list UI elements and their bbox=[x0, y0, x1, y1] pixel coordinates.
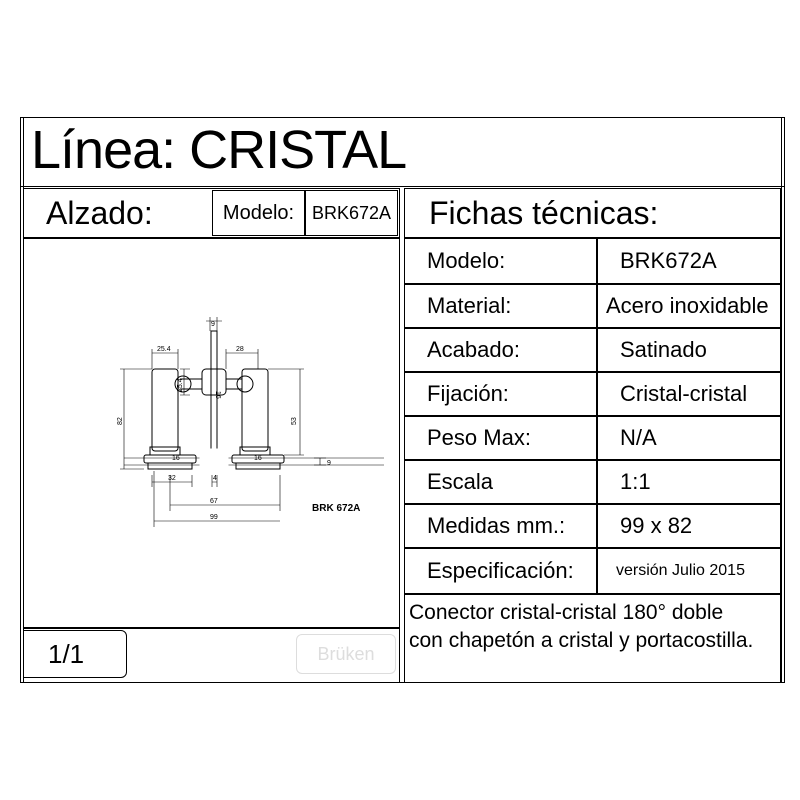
specs-title: Fichas técnicas: bbox=[429, 195, 659, 231]
technical-drawing bbox=[24, 239, 401, 629]
drawing-label: BRK 672A bbox=[312, 503, 361, 514]
dim-16-center: 16 bbox=[214, 391, 221, 399]
model-label-box bbox=[212, 190, 305, 236]
description-line-1: Conector cristal-cristal 180° doble bbox=[409, 601, 724, 624]
spec-value-max-weight bbox=[597, 416, 781, 460]
spec-value-text: versión Julio 2015 bbox=[616, 562, 745, 579]
spec-label-text: Material: bbox=[427, 293, 512, 318]
spec-label-scale bbox=[404, 460, 597, 504]
spec-value-material bbox=[597, 284, 781, 328]
dim-67: 67 bbox=[210, 498, 218, 505]
model-label: Modelo: bbox=[222, 201, 295, 224]
spec-value-text: Acero inoxidable bbox=[606, 293, 769, 318]
brand-logo bbox=[296, 634, 396, 674]
model-value: BRK672A bbox=[311, 202, 392, 223]
dim-16-left: 16 bbox=[172, 455, 180, 462]
dim-25-4-top: 25.4 bbox=[157, 346, 171, 353]
glass-gap bbox=[200, 449, 228, 471]
page-number: 1/1 bbox=[48, 638, 85, 669]
central-hub bbox=[202, 369, 226, 395]
spec-value-text: N/A bbox=[620, 425, 657, 450]
page-title: Línea: CRISTAL bbox=[31, 120, 407, 180]
spec-value-model bbox=[597, 238, 781, 284]
spec-label-fixing bbox=[404, 372, 597, 416]
elevation-drawing bbox=[23, 238, 400, 628]
dim-line-53 bbox=[268, 369, 304, 455]
dim-9: 9 bbox=[211, 321, 215, 328]
spec-value-scale bbox=[597, 460, 781, 504]
spec-label-finish bbox=[404, 328, 597, 372]
dim-line-67 bbox=[170, 475, 280, 511]
sheet-inner-right-border bbox=[781, 117, 782, 683]
dim-28: 28 bbox=[236, 346, 244, 353]
spec-label-text: Especificación: bbox=[427, 558, 574, 583]
spec-label-text: Medidas mm.: bbox=[427, 513, 566, 538]
dim-53: 53 bbox=[291, 417, 298, 425]
dim-82: 82 bbox=[117, 417, 124, 425]
dim-25-4-side: 25.4 bbox=[177, 378, 184, 392]
model-value-box bbox=[305, 190, 398, 236]
dim-line-82 bbox=[120, 369, 152, 469]
left-bracket-body bbox=[152, 369, 178, 451]
spec-label-dimensions bbox=[404, 504, 597, 548]
spec-label-text: Modelo: bbox=[427, 248, 506, 273]
specs-title-box bbox=[404, 188, 781, 238]
spec-label-max-weight bbox=[404, 416, 597, 460]
spec-label-model bbox=[404, 238, 597, 284]
spec-value-text: 99 x 82 bbox=[620, 513, 693, 538]
spec-value-dimensions bbox=[597, 504, 781, 548]
spec-value-text: 1:1 bbox=[620, 469, 651, 494]
spec-value-text: BRK672A bbox=[620, 248, 717, 273]
right-plate-lower bbox=[236, 463, 280, 469]
spec-label-text: Escala bbox=[427, 469, 494, 494]
left-plate-lower bbox=[148, 463, 192, 469]
description-line-2: con chapetón a cristal y portacostilla. bbox=[409, 629, 754, 652]
title-divider bbox=[20, 186, 785, 187]
spec-value-text: Cristal-cristal bbox=[620, 381, 748, 406]
dim-line-9-right bbox=[314, 458, 326, 465]
spec-label-text: Acabado: bbox=[427, 337, 520, 362]
spec-value-fixing bbox=[597, 372, 781, 416]
dim-16-right: 16 bbox=[254, 455, 262, 462]
right-knob bbox=[237, 376, 253, 392]
left-plate bbox=[144, 455, 196, 463]
product-description bbox=[404, 594, 781, 683]
dim-99: 99 bbox=[210, 514, 218, 521]
spec-value-finish bbox=[597, 328, 781, 372]
spec-label-text: Fijación: bbox=[427, 381, 509, 406]
spec-label-specification bbox=[404, 548, 597, 594]
right-bracket-body bbox=[242, 369, 268, 451]
spec-value-text: Satinado bbox=[620, 337, 707, 362]
brand-logo-text: Brüken bbox=[317, 643, 375, 664]
elevation-title-text: Alzado: bbox=[46, 195, 153, 231]
dim-32: 32 bbox=[168, 475, 176, 482]
dim-9-right: 9 bbox=[327, 460, 331, 467]
spec-label-material bbox=[404, 284, 597, 328]
dim-4: 4 bbox=[213, 475, 217, 482]
spec-value-specification bbox=[597, 548, 781, 594]
spec-label-text: Peso Max: bbox=[427, 425, 531, 450]
page-number-box bbox=[23, 630, 127, 678]
